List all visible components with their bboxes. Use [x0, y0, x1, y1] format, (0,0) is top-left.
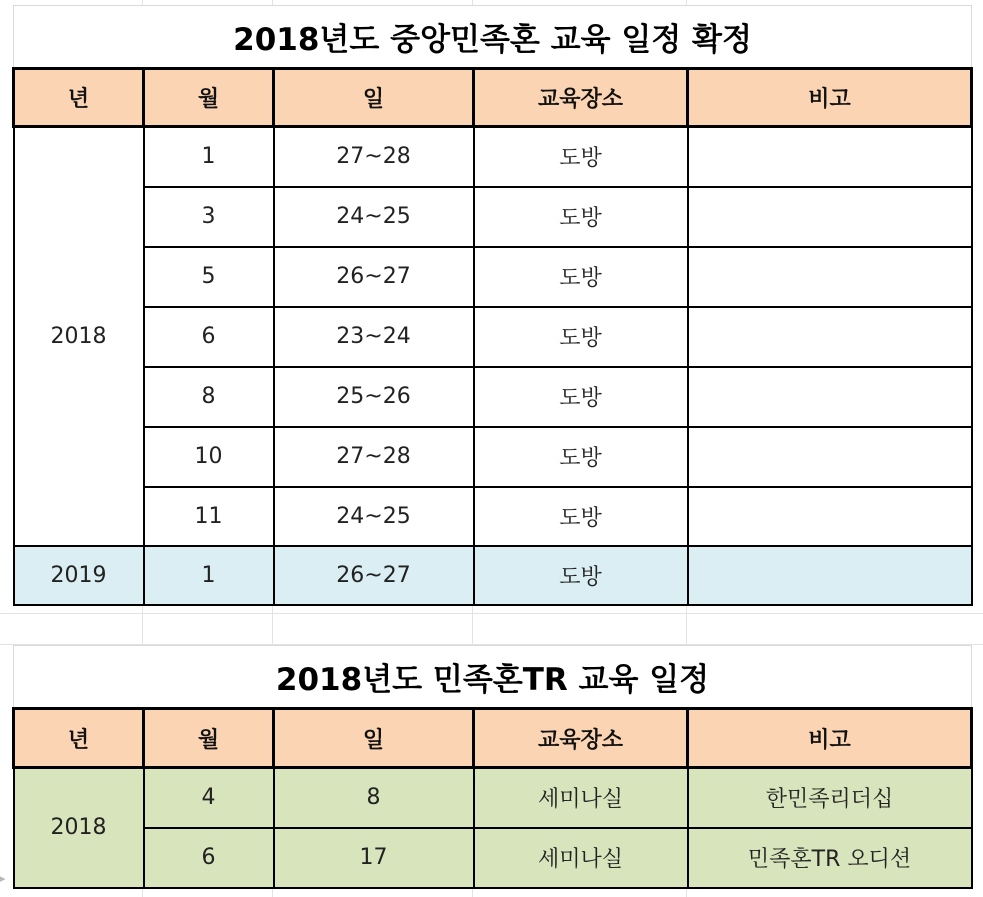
table-row [14, 307, 972, 367]
header-month: 월 [144, 709, 274, 768]
day-cell[interactable]: 23~24 [274, 307, 474, 367]
note-cell[interactable] [688, 127, 972, 187]
gridline [0, 613, 983, 614]
note-cell[interactable]: 민족혼TR 오디션 [688, 828, 972, 888]
note-cell[interactable] [688, 546, 972, 605]
day-cell[interactable]: 24~25 [274, 187, 474, 247]
place-cell[interactable]: 도방 [474, 127, 688, 187]
month-cell[interactable]: 8 [144, 367, 274, 427]
note-cell[interactable] [688, 307, 972, 367]
month-cell[interactable]: 5 [144, 247, 274, 307]
note-cell[interactable]: 한민족리더십 [688, 768, 972, 828]
schedule-table-tr-2018 [12, 645, 973, 889]
table-row [14, 487, 972, 546]
year-cell[interactable]: 2018 [14, 127, 144, 546]
month-cell[interactable]: 10 [144, 427, 274, 487]
day-cell[interactable]: 26~27 [274, 247, 474, 307]
header-day: 일 [274, 709, 474, 768]
place-cell[interactable]: 도방 [474, 307, 688, 367]
note-cell[interactable] [688, 427, 972, 487]
header-place: 교육장소 [474, 709, 688, 768]
note-cell[interactable] [688, 187, 972, 247]
table-title: 2018년도 중앙민족혼 교육 일정 확정 [14, 6, 972, 69]
note-cell[interactable] [688, 487, 972, 546]
table-row-2019 [14, 546, 972, 605]
month-cell[interactable]: 6 [144, 307, 274, 367]
table-row [14, 768, 972, 828]
header-year: 년 [14, 69, 144, 127]
header-day: 일 [274, 69, 474, 127]
table-row [14, 367, 972, 427]
place-cell[interactable]: 도방 [474, 546, 688, 605]
note-cell[interactable] [688, 367, 972, 427]
header-month: 월 [144, 69, 274, 127]
month-cell[interactable]: 11 [144, 487, 274, 546]
day-cell[interactable]: 26~27 [274, 546, 474, 605]
header-note: 비고 [688, 69, 972, 127]
month-cell[interactable]: 6 [144, 828, 274, 888]
place-cell[interactable]: 도방 [474, 367, 688, 427]
month-cell[interactable]: 3 [144, 187, 274, 247]
header-note: 비고 [688, 709, 972, 768]
day-cell[interactable]: 27~28 [274, 127, 474, 187]
note-cell[interactable] [688, 247, 972, 307]
table-title: 2018년도 민족혼TR 교육 일정 [14, 646, 972, 709]
place-cell[interactable]: 도방 [474, 487, 688, 546]
table-row [14, 187, 972, 247]
place-cell[interactable]: 도방 [474, 187, 688, 247]
day-cell[interactable]: 17 [274, 828, 474, 888]
table-row [14, 127, 972, 187]
place-cell[interactable]: 도방 [474, 427, 688, 487]
place-cell[interactable]: 세미나실 [474, 828, 688, 888]
day-cell[interactable]: 24~25 [274, 487, 474, 546]
day-cell[interactable]: 27~28 [274, 427, 474, 487]
month-cell[interactable]: 1 [144, 546, 274, 605]
day-cell[interactable]: 25~26 [274, 367, 474, 427]
header-year: 년 [14, 709, 144, 768]
table-row [14, 828, 972, 888]
paste-options-icon[interactable]: ▸ [0, 872, 6, 885]
header-place: 교육장소 [474, 69, 688, 127]
day-cell[interactable]: 8 [274, 768, 474, 828]
place-cell[interactable]: 도방 [474, 247, 688, 307]
schedule-table-2018 [12, 5, 973, 606]
table-row [14, 427, 972, 487]
year-cell[interactable]: 2018 [14, 768, 144, 888]
place-cell[interactable]: 세미나실 [474, 768, 688, 828]
year-cell[interactable]: 2019 [14, 546, 144, 605]
table-row [14, 247, 972, 307]
month-cell[interactable]: 1 [144, 127, 274, 187]
month-cell[interactable]: 4 [144, 768, 274, 828]
